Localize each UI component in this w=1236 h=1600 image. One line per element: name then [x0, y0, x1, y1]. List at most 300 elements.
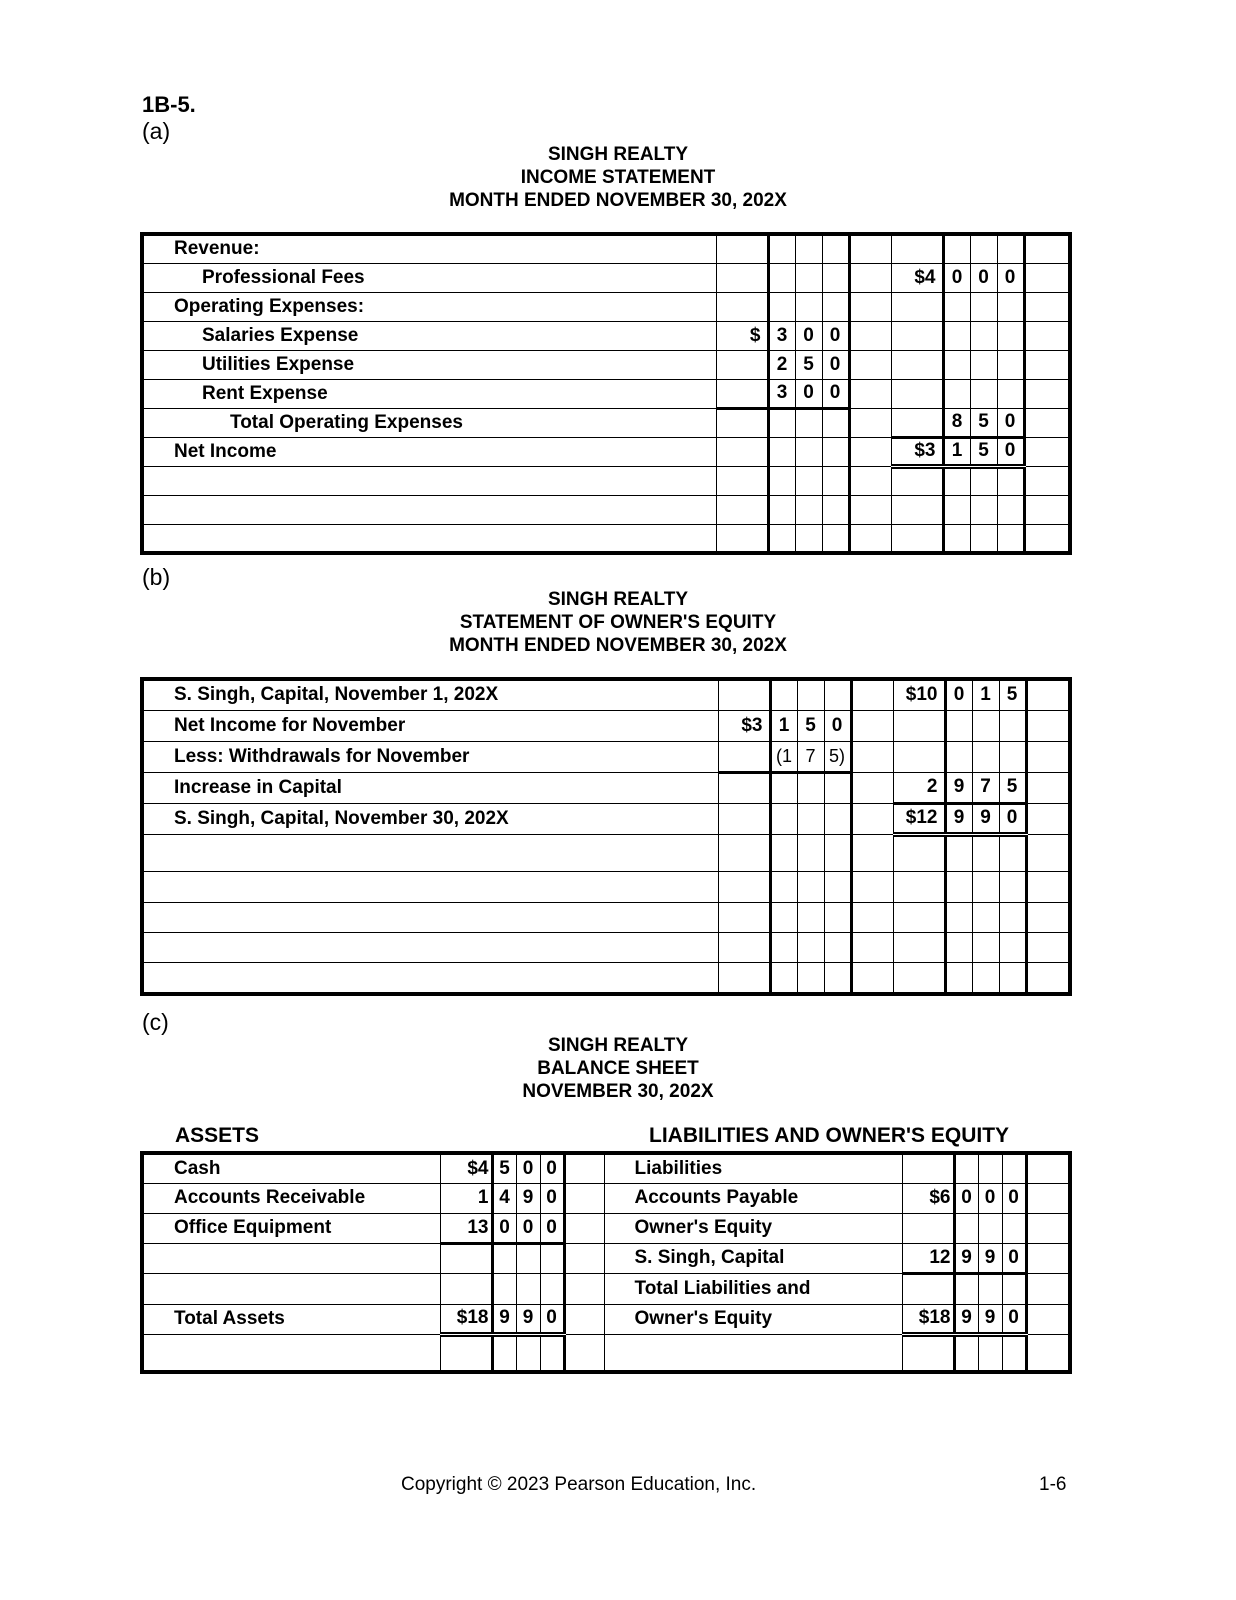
- table-row: [142, 292, 1070, 321]
- amount-digit: 0: [997, 408, 1024, 437]
- table-row: [142, 1334, 1070, 1372]
- amount-prefix: [893, 902, 945, 932]
- amount-digit: 9: [972, 803, 999, 834]
- owners-equity-table: [140, 677, 1072, 996]
- asset-label: [142, 1334, 440, 1372]
- amount-digit: [768, 408, 795, 437]
- amount-digit: [997, 292, 1024, 321]
- spacer-cell: [849, 495, 891, 524]
- statement-period: NOVEMBER 30, 202X: [522, 1081, 714, 1102]
- amount-digit: 0: [795, 379, 822, 408]
- spacer-cell: [1024, 408, 1070, 437]
- amount-prefix: [440, 1243, 492, 1273]
- row-label: [142, 871, 718, 902]
- amount-digit: 1: [770, 710, 797, 741]
- amount-prefix: [716, 379, 768, 408]
- company-name: SINGH REALTY: [547, 144, 689, 165]
- table-row: [142, 1213, 1070, 1243]
- amount-prefix: $10: [893, 679, 945, 710]
- amount-digit: [943, 350, 970, 379]
- amount-digit: [822, 495, 849, 524]
- amount-digit: [945, 962, 972, 994]
- spacer-cell: [1024, 350, 1070, 379]
- amount-prefix: [718, 679, 770, 710]
- amount-digit: [945, 834, 972, 871]
- amount-digit: [822, 263, 849, 292]
- amount-digit: [824, 679, 851, 710]
- amount-digit: 0: [540, 1183, 564, 1213]
- amount-prefix: [891, 524, 943, 553]
- amount-prefix: [902, 1213, 954, 1243]
- amount-digit: [943, 292, 970, 321]
- amount-prefix: [716, 263, 768, 292]
- amount-digit: [972, 932, 999, 962]
- amount-digit: [768, 524, 795, 553]
- row-label: Less: Withdrawals for November: [142, 741, 718, 772]
- amount-digit: [945, 871, 972, 902]
- part-c-header: [0, 1034, 1236, 1103]
- amount-prefix: $6: [902, 1183, 954, 1213]
- amount-digit: [797, 803, 824, 834]
- amount-prefix: $3: [891, 437, 943, 466]
- amount-digit: 0: [1002, 1183, 1026, 1213]
- spacer-cell: [851, 834, 893, 871]
- amount-prefix: [893, 710, 945, 741]
- amount-digit: [997, 495, 1024, 524]
- row-label: [142, 495, 716, 524]
- spacer-cell: [1026, 932, 1070, 962]
- amount-prefix: [716, 495, 768, 524]
- amount-digit: [795, 466, 822, 495]
- amount-digit: [492, 1243, 516, 1273]
- amount-digit: [540, 1273, 564, 1304]
- spacer-cell: [1026, 962, 1070, 994]
- row-label: Net Income for November: [142, 710, 718, 741]
- amount-digit: [1002, 1273, 1026, 1304]
- spacer-cell: [849, 466, 891, 495]
- amount-digit: [954, 1273, 978, 1304]
- spacer-cell: [564, 1183, 604, 1213]
- amount-digit: 0: [997, 263, 1024, 292]
- amount-prefix: [891, 379, 943, 408]
- amount-prefix: [902, 1334, 954, 1372]
- row-label: [142, 962, 718, 994]
- amount-digit: [824, 902, 851, 932]
- amount-digit: 9: [954, 1243, 978, 1273]
- amount-digit: 0: [516, 1153, 540, 1183]
- table-row: [142, 263, 1070, 292]
- amount-prefix: [893, 834, 945, 871]
- amount-prefix: [891, 495, 943, 524]
- amount-prefix: [891, 466, 943, 495]
- row-label: Operating Expenses:: [142, 292, 716, 321]
- spacer-cell: [849, 263, 891, 292]
- amount-digit: [954, 1334, 978, 1372]
- spacer-cell: [1024, 379, 1070, 408]
- amount-digit: 0: [945, 679, 972, 710]
- amount-prefix: 2: [893, 772, 945, 803]
- amount-digit: 0: [822, 379, 849, 408]
- spacer-cell: [1026, 1183, 1070, 1213]
- amount-digit: [997, 321, 1024, 350]
- amount-digit: [997, 350, 1024, 379]
- amount-digit: [997, 234, 1024, 263]
- amount-digit: 9: [516, 1183, 540, 1213]
- row-label: [142, 466, 716, 495]
- spacer-cell: [1024, 466, 1070, 495]
- amount-prefix: [718, 741, 770, 772]
- table-row: [142, 741, 1070, 772]
- amount-prefix: $18: [440, 1304, 492, 1334]
- amount-digit: [770, 679, 797, 710]
- spacer-cell: [1024, 524, 1070, 553]
- amount-digit: [770, 962, 797, 994]
- amount-digit: [943, 495, 970, 524]
- amount-digit: 0: [516, 1213, 540, 1243]
- table-row: [142, 1304, 1070, 1334]
- amount-prefix: [716, 437, 768, 466]
- amount-prefix: [893, 932, 945, 962]
- amount-digit: [1002, 1153, 1026, 1183]
- amount-digit: [770, 871, 797, 902]
- amount-digit: [954, 1213, 978, 1243]
- amount-digit: [945, 710, 972, 741]
- amount-digit: [972, 710, 999, 741]
- table-row: [142, 495, 1070, 524]
- amount-digit: [797, 932, 824, 962]
- amount-digit: 9: [492, 1304, 516, 1334]
- amount-prefix: [893, 871, 945, 902]
- amount-digit: [943, 466, 970, 495]
- amount-prefix: [891, 292, 943, 321]
- amount-digit: [970, 379, 997, 408]
- amount-digit: [824, 932, 851, 962]
- amount-digit: 5: [797, 710, 824, 741]
- amount-digit: [1002, 1213, 1026, 1243]
- amount-digit: [970, 350, 997, 379]
- amount-prefix: $3: [718, 710, 770, 741]
- table-row: [142, 679, 1070, 710]
- amount-digit: [768, 234, 795, 263]
- amount-digit: [999, 834, 1026, 871]
- amount-digit: [954, 1153, 978, 1183]
- asset-label: [142, 1243, 440, 1273]
- amount-digit: 0: [997, 437, 1024, 466]
- amount-digit: [972, 834, 999, 871]
- spacer-cell: [1026, 1334, 1070, 1372]
- amount-digit: [797, 679, 824, 710]
- amount-digit: 1: [943, 437, 970, 466]
- amount-digit: [795, 408, 822, 437]
- spacer-cell: [849, 437, 891, 466]
- table-row: [142, 962, 1070, 994]
- amount-digit: [972, 871, 999, 902]
- spacer-cell: [851, 902, 893, 932]
- amount-digit: [795, 437, 822, 466]
- spacer-cell: [849, 234, 891, 263]
- amount-digit: 7: [972, 772, 999, 803]
- amount-digit: 0: [540, 1213, 564, 1243]
- row-label: S. Singh, Capital, November 1, 202X: [142, 679, 718, 710]
- amount-digit: [824, 871, 851, 902]
- spacer-cell: [1026, 1213, 1070, 1243]
- spacer-cell: [851, 932, 893, 962]
- table-row: [142, 350, 1070, 379]
- amount-digit: [824, 834, 851, 871]
- amount-prefix: 12: [902, 1243, 954, 1273]
- amount-digit: [999, 741, 1026, 772]
- amount-digit: [770, 803, 797, 834]
- statement-period: MONTH ENDED NOVEMBER 30, 202X: [449, 190, 787, 211]
- statement-title: BALANCE SHEET: [537, 1058, 699, 1079]
- amount-digit: 0: [1002, 1304, 1026, 1334]
- amount-digit: 5: [795, 350, 822, 379]
- table-row: [142, 710, 1070, 741]
- amount-prefix: $: [716, 321, 768, 350]
- amount-digit: [943, 321, 970, 350]
- amount-digit: [824, 803, 851, 834]
- amount-digit: [540, 1334, 564, 1372]
- spacer-cell: [1026, 772, 1070, 803]
- spacer-cell: [851, 741, 893, 772]
- amount-prefix: [716, 350, 768, 379]
- assets-heading: ASSETS: [175, 1124, 260, 1147]
- amount-prefix: $4: [891, 263, 943, 292]
- amount-digit: [770, 932, 797, 962]
- amount-digit: [797, 902, 824, 932]
- table-row: [142, 803, 1070, 834]
- spacer-cell: [564, 1153, 604, 1183]
- part-c-label: (c): [142, 1009, 169, 1035]
- amount-digit: 0: [795, 321, 822, 350]
- amount-digit: [768, 437, 795, 466]
- amount-digit: 9: [945, 803, 972, 834]
- spacer-cell: [851, 710, 893, 741]
- amount-digit: [516, 1243, 540, 1273]
- amount-digit: 0: [999, 803, 1026, 834]
- table-row: [142, 834, 1070, 871]
- spacer-cell: [1026, 1153, 1070, 1183]
- asset-label: Total Assets: [142, 1304, 440, 1334]
- amount-digit: [999, 932, 1026, 962]
- amount-digit: [822, 437, 849, 466]
- amount-digit: 8: [943, 408, 970, 437]
- liability-label: Owner's Equity: [604, 1304, 902, 1334]
- spacer-cell: [564, 1334, 604, 1372]
- row-label: [142, 902, 718, 932]
- row-label: Increase in Capital: [142, 772, 718, 803]
- amount-digit: [822, 524, 849, 553]
- amount-digit: 2: [768, 350, 795, 379]
- table-row: [142, 1183, 1070, 1213]
- amount-digit: [492, 1273, 516, 1304]
- statement-period: MONTH ENDED NOVEMBER 30, 202X: [449, 635, 787, 656]
- amount-digit: [822, 466, 849, 495]
- spacer-cell: [851, 803, 893, 834]
- amount-digit: [768, 466, 795, 495]
- amount-prefix: [716, 292, 768, 321]
- spacer-cell: [564, 1304, 604, 1334]
- row-label: [142, 834, 718, 871]
- amount-prefix: [902, 1153, 954, 1183]
- company-name: SINGH REALTY: [547, 1035, 689, 1056]
- amount-digit: [795, 292, 822, 321]
- amount-digit: [797, 772, 824, 803]
- row-label: Salaries Expense: [142, 321, 716, 350]
- liability-label: S. Singh, Capital: [604, 1243, 902, 1273]
- amount-digit: [795, 234, 822, 263]
- spacer-cell: [1024, 292, 1070, 321]
- amount-digit: 0: [954, 1183, 978, 1213]
- amount-prefix: [718, 834, 770, 871]
- row-label: Rent Expense: [142, 379, 716, 408]
- amount-digit: 5: [492, 1153, 516, 1183]
- amount-prefix: 13: [440, 1213, 492, 1243]
- amount-digit: 5: [970, 437, 997, 466]
- spacer-cell: [1026, 1243, 1070, 1273]
- amount-digit: [795, 495, 822, 524]
- amount-prefix: [716, 524, 768, 553]
- table-row: [142, 1243, 1070, 1273]
- asset-label: Office Equipment: [142, 1213, 440, 1243]
- table-row: [142, 408, 1070, 437]
- amount-prefix: [893, 741, 945, 772]
- amount-digit: 5): [824, 741, 851, 772]
- amount-digit: [943, 379, 970, 408]
- amount-prefix: [718, 871, 770, 902]
- amount-prefix: [891, 234, 943, 263]
- asset-label: Accounts Receivable: [142, 1183, 440, 1213]
- spacer-cell: [849, 292, 891, 321]
- amount-digit: [516, 1334, 540, 1372]
- amount-digit: 5: [970, 408, 997, 437]
- amount-digit: [999, 962, 1026, 994]
- amount-prefix: [716, 408, 768, 437]
- spacer-cell: [849, 379, 891, 408]
- amount-prefix: [718, 772, 770, 803]
- row-label: [142, 524, 716, 553]
- page-number: 1-6: [1039, 1474, 1067, 1495]
- spacer-cell: [849, 524, 891, 553]
- amount-digit: 0: [822, 321, 849, 350]
- amount-digit: 0: [540, 1304, 564, 1334]
- amount-digit: [540, 1243, 564, 1273]
- amount-digit: [768, 495, 795, 524]
- amount-digit: [972, 962, 999, 994]
- spacer-cell: [851, 679, 893, 710]
- amount-digit: 3: [768, 379, 795, 408]
- amount-digit: 0: [492, 1213, 516, 1243]
- amount-digit: 0: [822, 350, 849, 379]
- spacer-cell: [564, 1213, 604, 1243]
- table-row: [142, 379, 1070, 408]
- amount-prefix: [718, 962, 770, 994]
- amount-digit: (1: [770, 741, 797, 772]
- spacer-cell: [1026, 710, 1070, 741]
- amount-prefix: [902, 1273, 954, 1304]
- row-label: Total Operating Expenses: [142, 408, 716, 437]
- amount-digit: [997, 379, 1024, 408]
- amount-digit: 0: [824, 710, 851, 741]
- row-label: S. Singh, Capital, November 30, 202X: [142, 803, 718, 834]
- table-row: [142, 437, 1070, 466]
- amount-digit: 7: [797, 741, 824, 772]
- amount-prefix: $18: [902, 1304, 954, 1334]
- amount-digit: [945, 902, 972, 932]
- part-a-header: [0, 143, 1236, 212]
- amount-prefix: [891, 408, 943, 437]
- statement-title: STATEMENT OF OWNER'S EQUITY: [459, 612, 777, 633]
- amount-digit: 9: [945, 772, 972, 803]
- part-b-label: (b): [142, 564, 171, 590]
- spacer-cell: [1024, 495, 1070, 524]
- spacer-cell: [1024, 263, 1070, 292]
- row-label: Revenue:: [142, 234, 716, 263]
- amount-digit: [797, 962, 824, 994]
- amount-digit: [795, 263, 822, 292]
- spacer-cell: [1024, 437, 1070, 466]
- amount-digit: [822, 234, 849, 263]
- spacer-cell: [1026, 834, 1070, 871]
- table-row: [142, 1153, 1070, 1183]
- asset-label: Cash: [142, 1153, 440, 1183]
- copyright: Copyright © 2023 Pearson Education, Inc.: [401, 1474, 757, 1495]
- amount-digit: [972, 741, 999, 772]
- income-statement-table: [140, 232, 1072, 555]
- amount-digit: [797, 871, 824, 902]
- spacer-cell: [849, 408, 891, 437]
- amount-digit: [978, 1153, 1002, 1183]
- liability-label: [604, 1334, 902, 1372]
- table-row: [142, 466, 1070, 495]
- amount-digit: [768, 292, 795, 321]
- amount-digit: [978, 1213, 1002, 1243]
- amount-digit: 0: [970, 263, 997, 292]
- table-row: [142, 524, 1070, 553]
- company-name: SINGH REALTY: [547, 589, 689, 610]
- amount-digit: [999, 902, 1026, 932]
- amount-digit: 9: [954, 1304, 978, 1334]
- amount-digit: [824, 772, 851, 803]
- liability-label: Accounts Payable: [604, 1183, 902, 1213]
- amount-digit: [770, 902, 797, 932]
- part-a-label: (a): [142, 118, 171, 144]
- amount-digit: [999, 710, 1026, 741]
- spacer-cell: [1026, 679, 1070, 710]
- table-row: [142, 932, 1070, 962]
- table-row: [142, 1273, 1070, 1304]
- amount-digit: 0: [540, 1153, 564, 1183]
- liability-label: Liabilities: [604, 1153, 902, 1183]
- amount-digit: [972, 902, 999, 932]
- amount-digit: [822, 292, 849, 321]
- amount-prefix: 1: [440, 1183, 492, 1213]
- amount-digit: 0: [943, 263, 970, 292]
- amount-prefix: [718, 803, 770, 834]
- problem-label: 1B-5.: [142, 92, 196, 117]
- spacer-cell: [1026, 1273, 1070, 1304]
- amount-digit: [999, 871, 1026, 902]
- amount-digit: 1: [972, 679, 999, 710]
- part-b-header: [0, 588, 1236, 657]
- amount-digit: 3: [768, 321, 795, 350]
- amount-digit: [1002, 1334, 1026, 1372]
- liabilities-heading: LIABILITIES AND OWNER'S EQUITY: [649, 1124, 1010, 1147]
- spacer-cell: [1024, 234, 1070, 263]
- amount-prefix: [718, 902, 770, 932]
- row-label: Net Income: [142, 437, 716, 466]
- spacer-cell: [849, 350, 891, 379]
